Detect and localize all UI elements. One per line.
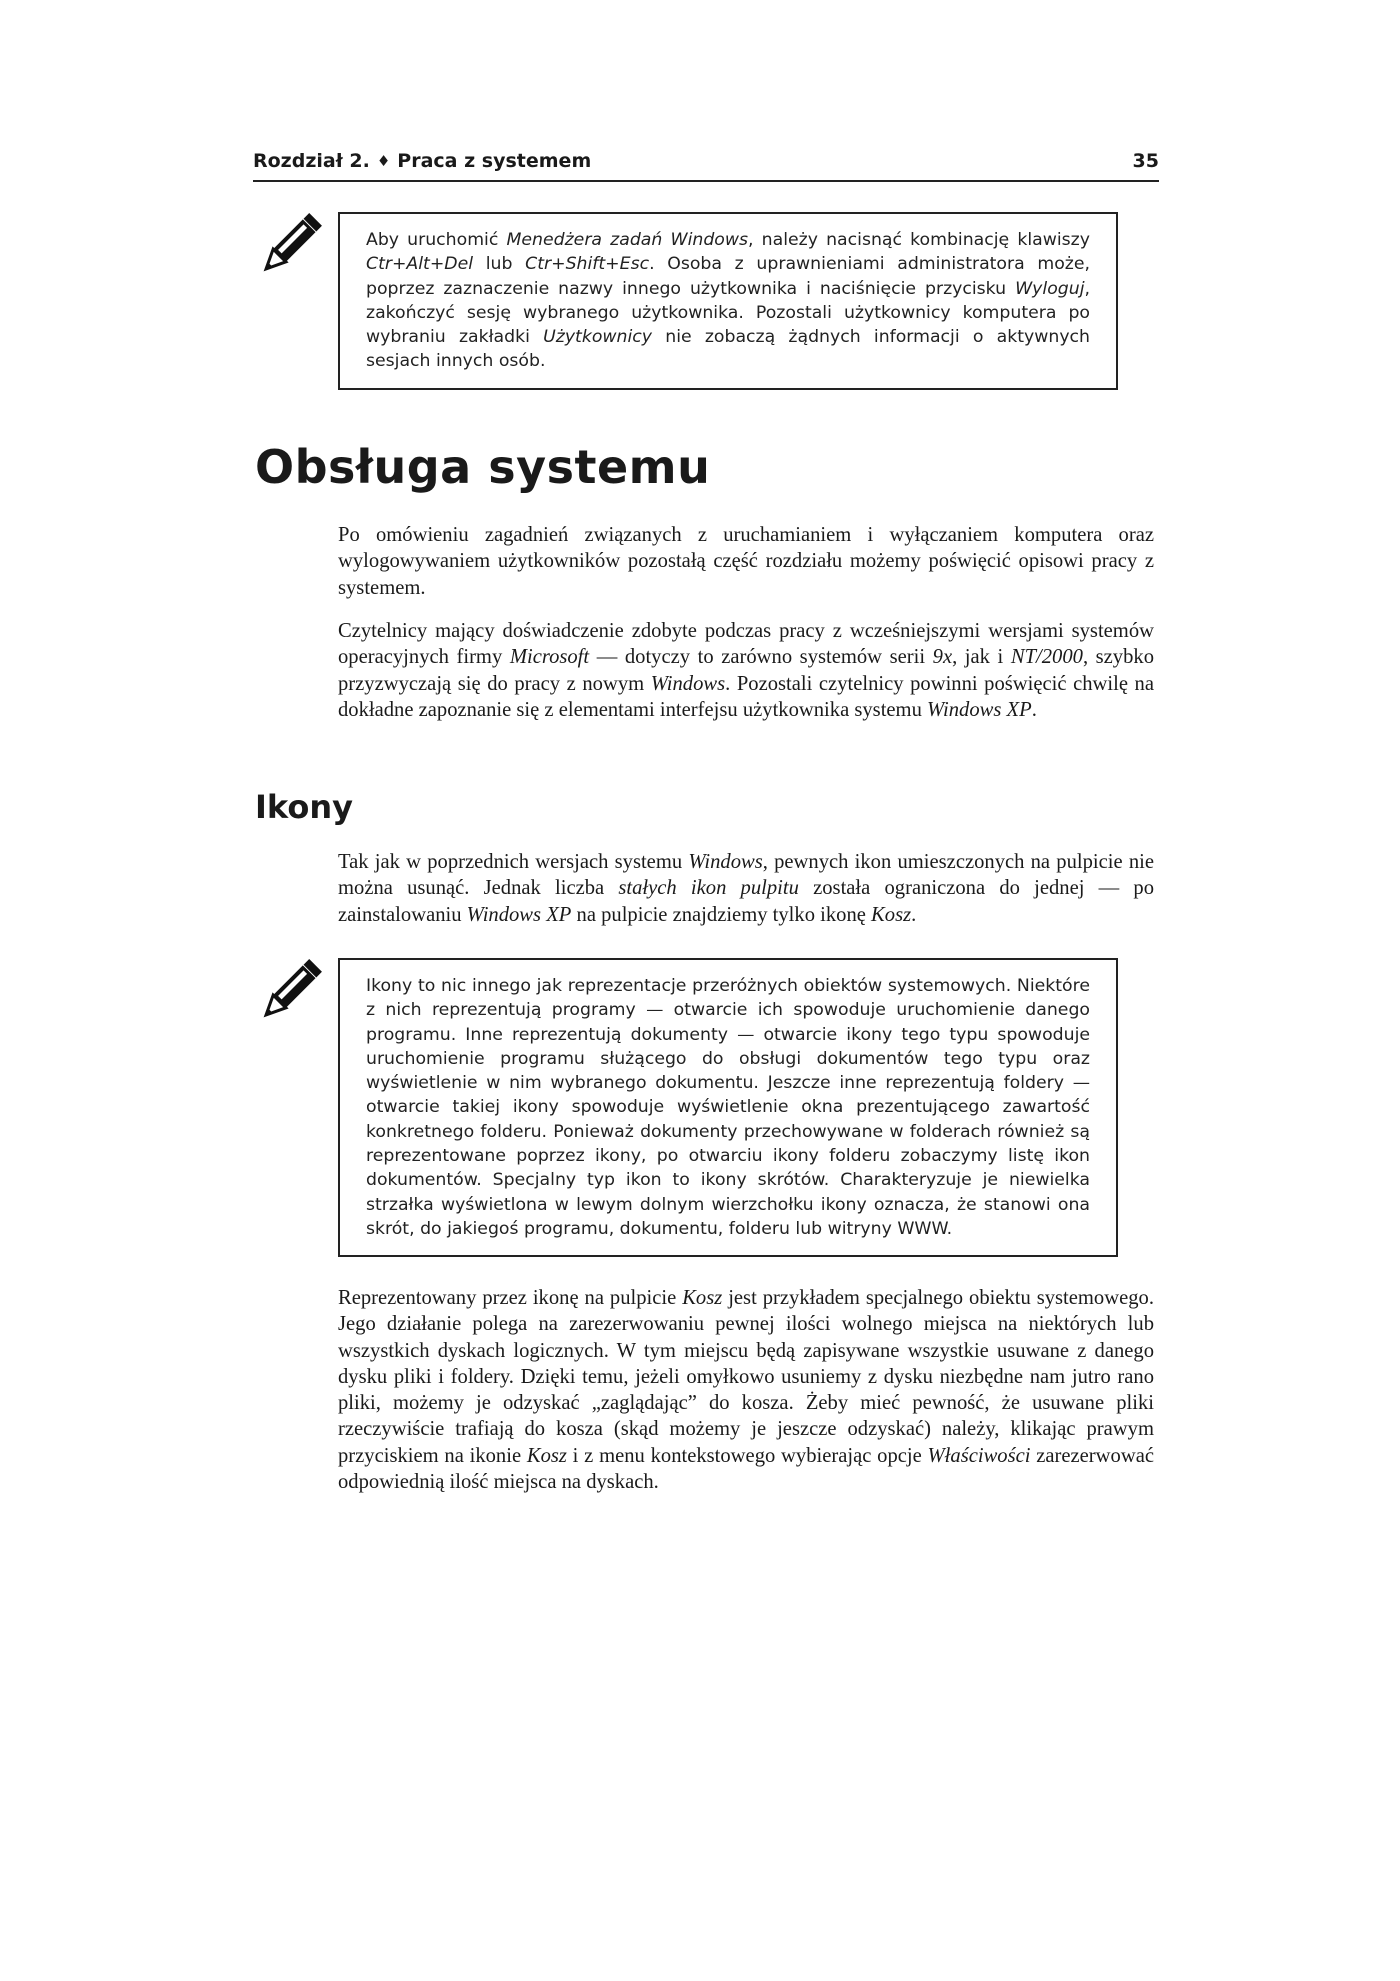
- text-run: , należy nacisnąć kombinację klawiszy: [748, 230, 1090, 250]
- text-run: .: [1031, 698, 1037, 721]
- paragraph: [338, 1285, 1154, 1495]
- emphasized-text: 9x: [932, 646, 953, 669]
- emphasized-text: stałych ikon pulpitu: [618, 877, 799, 900]
- pencil-icon: [253, 212, 323, 282]
- emphasized-text: Windows: [688, 851, 763, 873]
- section-heading: Obsługa systemu: [255, 440, 711, 494]
- text-run: , pewnych ikon umieszczonych na pulpicie nie można usunąć. Jednak liczba: [338, 851, 1154, 900]
- note-box-task-manager: [338, 212, 1118, 390]
- chapter-title: Praca z systemem: [397, 150, 592, 172]
- text-run: i z menu kontekstowego wybierając opcje: [566, 1444, 928, 1467]
- text-run: . Osoba z uprawnieniami administratora może, poprzez zaznaczenie nazwy innego użytkownika i naciśnięcie przycisku: [366, 254, 1090, 299]
- chapter-label: Rozdział 2.: [253, 150, 370, 172]
- subsection-heading: Ikony: [255, 788, 353, 826]
- emphasized-text: Menedżera zadań Windows: [506, 230, 749, 250]
- paragraph: [338, 618, 1154, 723]
- text-run: Reprezentowany przez ikonę na pulpicie: [338, 1287, 683, 1309]
- text-run: — dotyczy to zarówno systemów serii: [589, 646, 933, 669]
- paragraph: [338, 522, 1154, 601]
- text-run: nie zobaczą żądnych informacji o aktywnych sesjach innych osób.: [366, 327, 1090, 372]
- text-run: została ograniczona do jednej — po zainstalowaniu: [338, 877, 1155, 926]
- emphasized-text: Ctr+Shift+Esc: [525, 254, 650, 275]
- text-run: Aby uruchomić: [366, 230, 507, 250]
- emphasized-text: Użytkownicy: [543, 327, 653, 348]
- text-run: Czytelnicy mający doświadczenie zdobyte podczas pracy z wcześniejszymi wersjami systemów operacyjnych firmy: [338, 620, 1154, 669]
- note-text: [366, 228, 1090, 374]
- text-run: , szybko przyzwyczają się do pracy z nowym: [338, 646, 1154, 695]
- emphasized-text: Kosz: [682, 1287, 723, 1309]
- text-run: zarezerwować odpowiednią ilość miejsca na dyskach.: [338, 1444, 1154, 1494]
- note-text: [366, 974, 1090, 1241]
- pencil-icon: [253, 958, 323, 1028]
- text-run: jest przykładem specjalnego obiektu systemowego. Jego działanie polega na zarezerwowaniu pewnej ilości wolnego miejsca na niektórych lub wszystkich dyskach logicznych. W tym miejscu będą zapisywane wszystkie usuwane z danego dysku pliki i foldery. Dzięki temu, jeżeli omyłkowo usuniemy z dysku niezbędne nam jutro rano pliki, możemy je odzyskać „zaglądając” do kosza. Żeby mieć pewność, że usuwane pliki rzeczywiście trafiają do kosza (skąd możemy je jeszcze odzyskać) należy, klikając prawym przyciskiem na ikonie: [338, 1287, 1154, 1467]
- text-run: Tak jak w poprzednich wersjach systemu: [338, 851, 689, 873]
- emphasized-text: Właściwości: [927, 1444, 1031, 1467]
- emphasized-text: Windows XP: [927, 698, 1032, 721]
- emphasized-text: Kosz: [526, 1444, 567, 1467]
- page-number: 35: [1132, 150, 1159, 172]
- emphasized-text: Windows XP: [466, 903, 572, 926]
- text-run: . Pozostali czytelnicy powinni poświęcić chwilę na dokładne zapoznanie się z elementami interfejsu użytkownika systemu: [338, 672, 1154, 721]
- emphasized-text: Wyloguj: [1015, 278, 1085, 299]
- header-chapter-title: [253, 150, 591, 172]
- text-run: na pulpicie znajdziemy tylko ikonę: [571, 903, 872, 926]
- running-header: [253, 144, 1159, 182]
- text-run: , zakończyć sesję wybranego użytkownika. Pozostali użytkownicy komputera po wybraniu zakładki: [366, 278, 1090, 348]
- paragraph: [338, 849, 1154, 928]
- note-box-icons: [338, 958, 1118, 1257]
- text-run: , jak i: [952, 646, 1011, 669]
- diamond-icon: ♦: [376, 152, 391, 170]
- text-run: .: [911, 903, 917, 926]
- text-run: lub: [473, 254, 526, 275]
- emphasized-text: Kosz: [871, 903, 912, 926]
- emphasized-text: Ctr+Alt+Del: [366, 254, 474, 275]
- emphasized-text: NT/2000: [1010, 646, 1083, 669]
- emphasized-text: Microsoft: [509, 646, 590, 669]
- text-run: Ikony to nic innego jak reprezentacje przeróżnych obiektów systemowych. Niektóre z nich reprezentują programy — otwarcie ich spowoduje uruchomienie danego programu. Inne reprezentują dokumenty — otwarcie ikony tego typu spowoduje uruchomienie programu służącego do obsługi dokumentów tego typu oraz wyświetlenie w nim wybranego dokumentu. Jeszcze inne reprezentują foldery — otwarcie takiej ikony spowoduje wyświetlenie okna prezentującego zawartość konkretnego folderu. Ponieważ dokumenty przechowywane w folderach również są reprezentowane poprzez ikony, po otwarciu ikony folderu zobaczymy listę ikon dokumentów. Specjalny typ ikon to ikony skrótów. Charakteryzuje je niewielka strzałka wyświetlona w lewym dolnym wierzchołku ikony oznacza, że stanowi ona skrót, do jakiegoś programu, dokumentu, folderu lub witryny WWW.: [366, 976, 1090, 1239]
- emphasized-text: Windows: [650, 672, 726, 695]
- text-run: Po omówieniu zagadnień związanych z uruchamianiem i wyłączaniem komputera oraz wylogowywaniem użytkowników pozostałą część rozdziału możemy poświęcić opisowi pracy z systemem.: [338, 524, 1154, 599]
